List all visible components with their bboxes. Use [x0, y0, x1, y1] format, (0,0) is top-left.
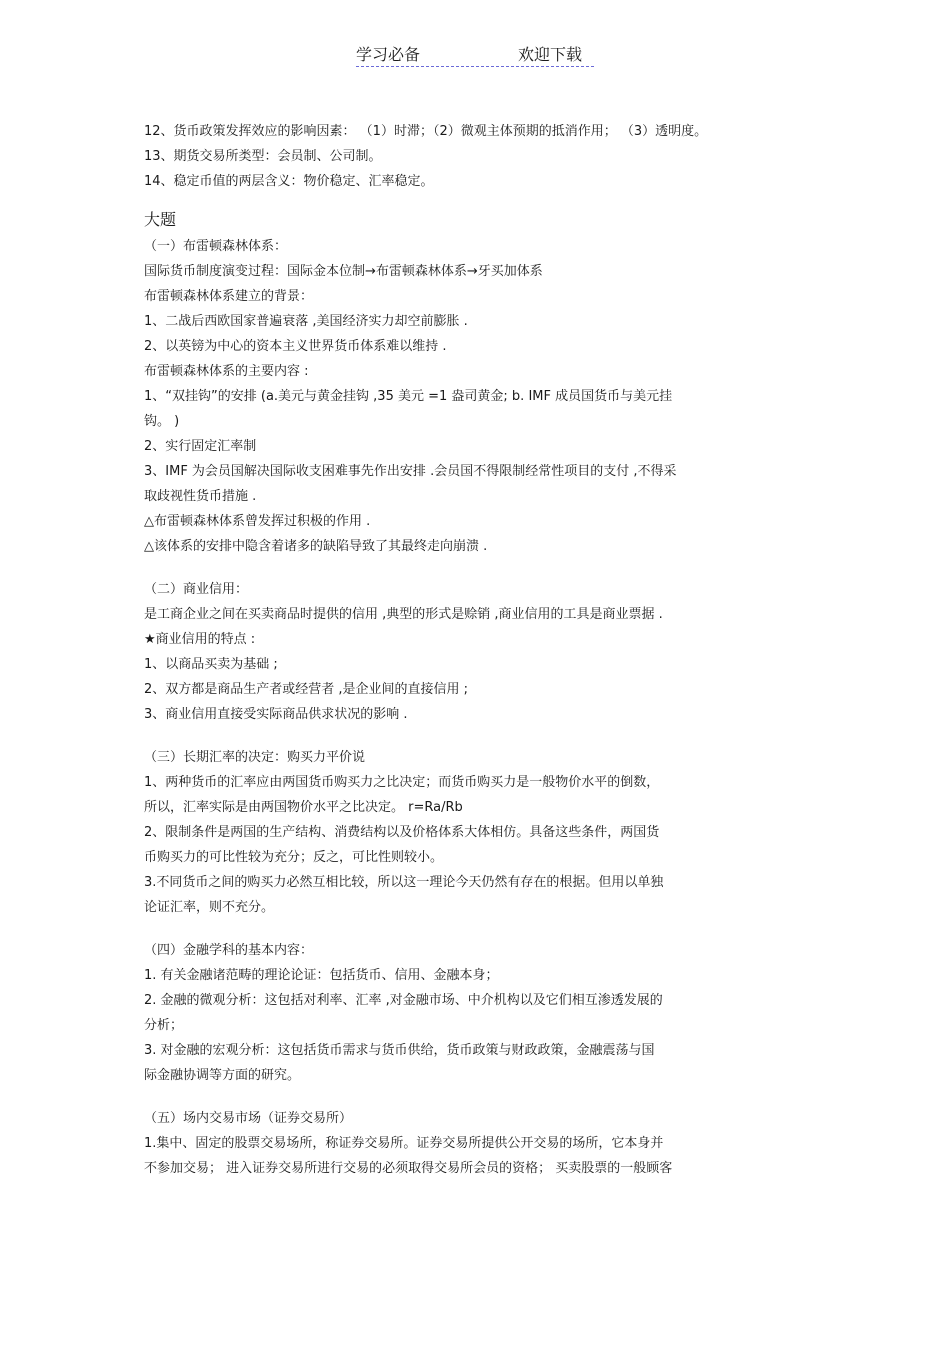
header-left-text: 学习必备: [356, 45, 421, 64]
text-line: 3. 对金融的宏观分析：这包括货币需求与货币供给，货币政策与财政政策，金融震荡与国: [144, 1043, 655, 1058]
text-line: 际金融协调等方面的研究。: [144, 1068, 301, 1083]
text-line: 1、“双挂钩”的安排 (a.美元与黄金挂钩 ,35 美元 =1 盎司黄金; b. IMF 成员国货币与美元挂: [144, 389, 673, 404]
text-line: 国际货币制度演变过程：国际金本位制→布雷顿森林体系→牙买加体系: [144, 264, 543, 279]
text-line: 所以，汇率实际是由两国物价水平之比决定。 r=Ra/Rb: [144, 800, 463, 815]
text-line: 1. 有关金融诸范畴的理论论证：包括货币、信用、金融本身；: [144, 968, 499, 983]
section-heading: 大题: [144, 210, 177, 229]
text-line: （四）金融学科的基本内容：: [144, 943, 314, 958]
text-line: 1、以商品买卖为基础 ;: [144, 657, 278, 672]
text-line: △布雷顿森林体系曾发挥过积极的作用 .: [144, 514, 371, 529]
text-line: 布雷顿森林体系的主要内容 :: [144, 364, 309, 379]
spacer: [144, 559, 809, 577]
text-line: 13、期货交易所类型：会员制、公司制。: [144, 149, 382, 164]
text-line: 币购买力的可比性较为充分；反之，可比性则较小。: [144, 850, 444, 865]
text-line: （一）布雷顿森林体系：: [144, 239, 288, 254]
text-line: 论证汇率，则不充分。: [144, 900, 275, 915]
text-line: 12、货币政策发挥效应的影响因素： （1）时滞；（2）微观主体预期的抵消作用； （3）透明度。: [144, 124, 708, 139]
text-line: 14、稳定币值的两层含义：物价稳定、汇率稳定。: [144, 174, 434, 189]
text-line: 取歧视性货币措施 .: [144, 489, 257, 504]
text-line: 2. 金融的微观分析：这包括对利率、汇率 ,对金融市场、中介机构以及它们相互渗透发展的: [144, 993, 663, 1008]
text-line: 1、两种货币的汇率应由两国货币购买力之比决定；而货币购买力是一般物价水平的倒数，: [144, 775, 660, 790]
text-line: 3、商业信用直接受实际商品供求状况的影响 .: [144, 707, 408, 722]
header-right-text: 欢迎下载: [518, 45, 583, 64]
text-line: 2、实行固定汇率制: [144, 439, 257, 454]
text-line: 分析；: [144, 1018, 184, 1033]
spacer: [144, 727, 809, 745]
text-line: （五）场内交易市场（证券交易所）: [144, 1111, 353, 1126]
text-line: 2、双方都是商品生产者或经营者 ,是企业间的直接信用 ;: [144, 682, 469, 697]
text-line: （三）长期汇率的决定：购买力平价说: [144, 750, 366, 765]
text-line: 2、以英镑为中心的资本主义世界货币体系难以维持 .: [144, 339, 447, 354]
text-line: 不参加交易； 进入证券交易所进行交易的必须取得交易所会员的资格； 买卖股票的一般顾客: [144, 1161, 673, 1176]
text-line: 1.集中、固定的股票交易场所，称证券交易所。证券交易所提供公开交易的场所，它本身并: [144, 1136, 664, 1151]
text-line: 1、二战后西欧国家普遍衰落 ,美国经济实力却空前膨胀 .: [144, 314, 468, 329]
text-line: 是工商企业之间在买卖商品时提供的信用 ,典型的形式是赊销 ,商业信用的工具是商业票据 .: [144, 607, 663, 622]
document-body: [144, 119, 809, 1181]
text-line: 钩。 ): [144, 414, 180, 429]
text-line: △该体系的安排中隐含着诸多的缺陷导致了其最终走向崩溃 .: [144, 539, 488, 554]
page-header: [356, 40, 594, 67]
text-line: ★商业信用的特点 :: [144, 632, 256, 647]
text-line: （二）商业信用：: [144, 582, 249, 597]
spacer: [144, 1088, 809, 1106]
text-line: 布雷顿森林体系建立的背景：: [144, 289, 314, 304]
text-line: 3、IMF 为会员国解决国际收支困难事先作出安排 .会员国不得限制经常性项目的支付 ,不得采: [144, 464, 677, 479]
spacer: [144, 920, 809, 938]
text-line: 2、限制条件是两国的生产结构、消费结构以及价格体系大体相仿。具备这些条件，两国货: [144, 825, 660, 840]
text-line: 3.不同货币之间的购买力必然互相比较，所以这一理论今天仍然有存在的根据。但用以单独: [144, 875, 664, 890]
